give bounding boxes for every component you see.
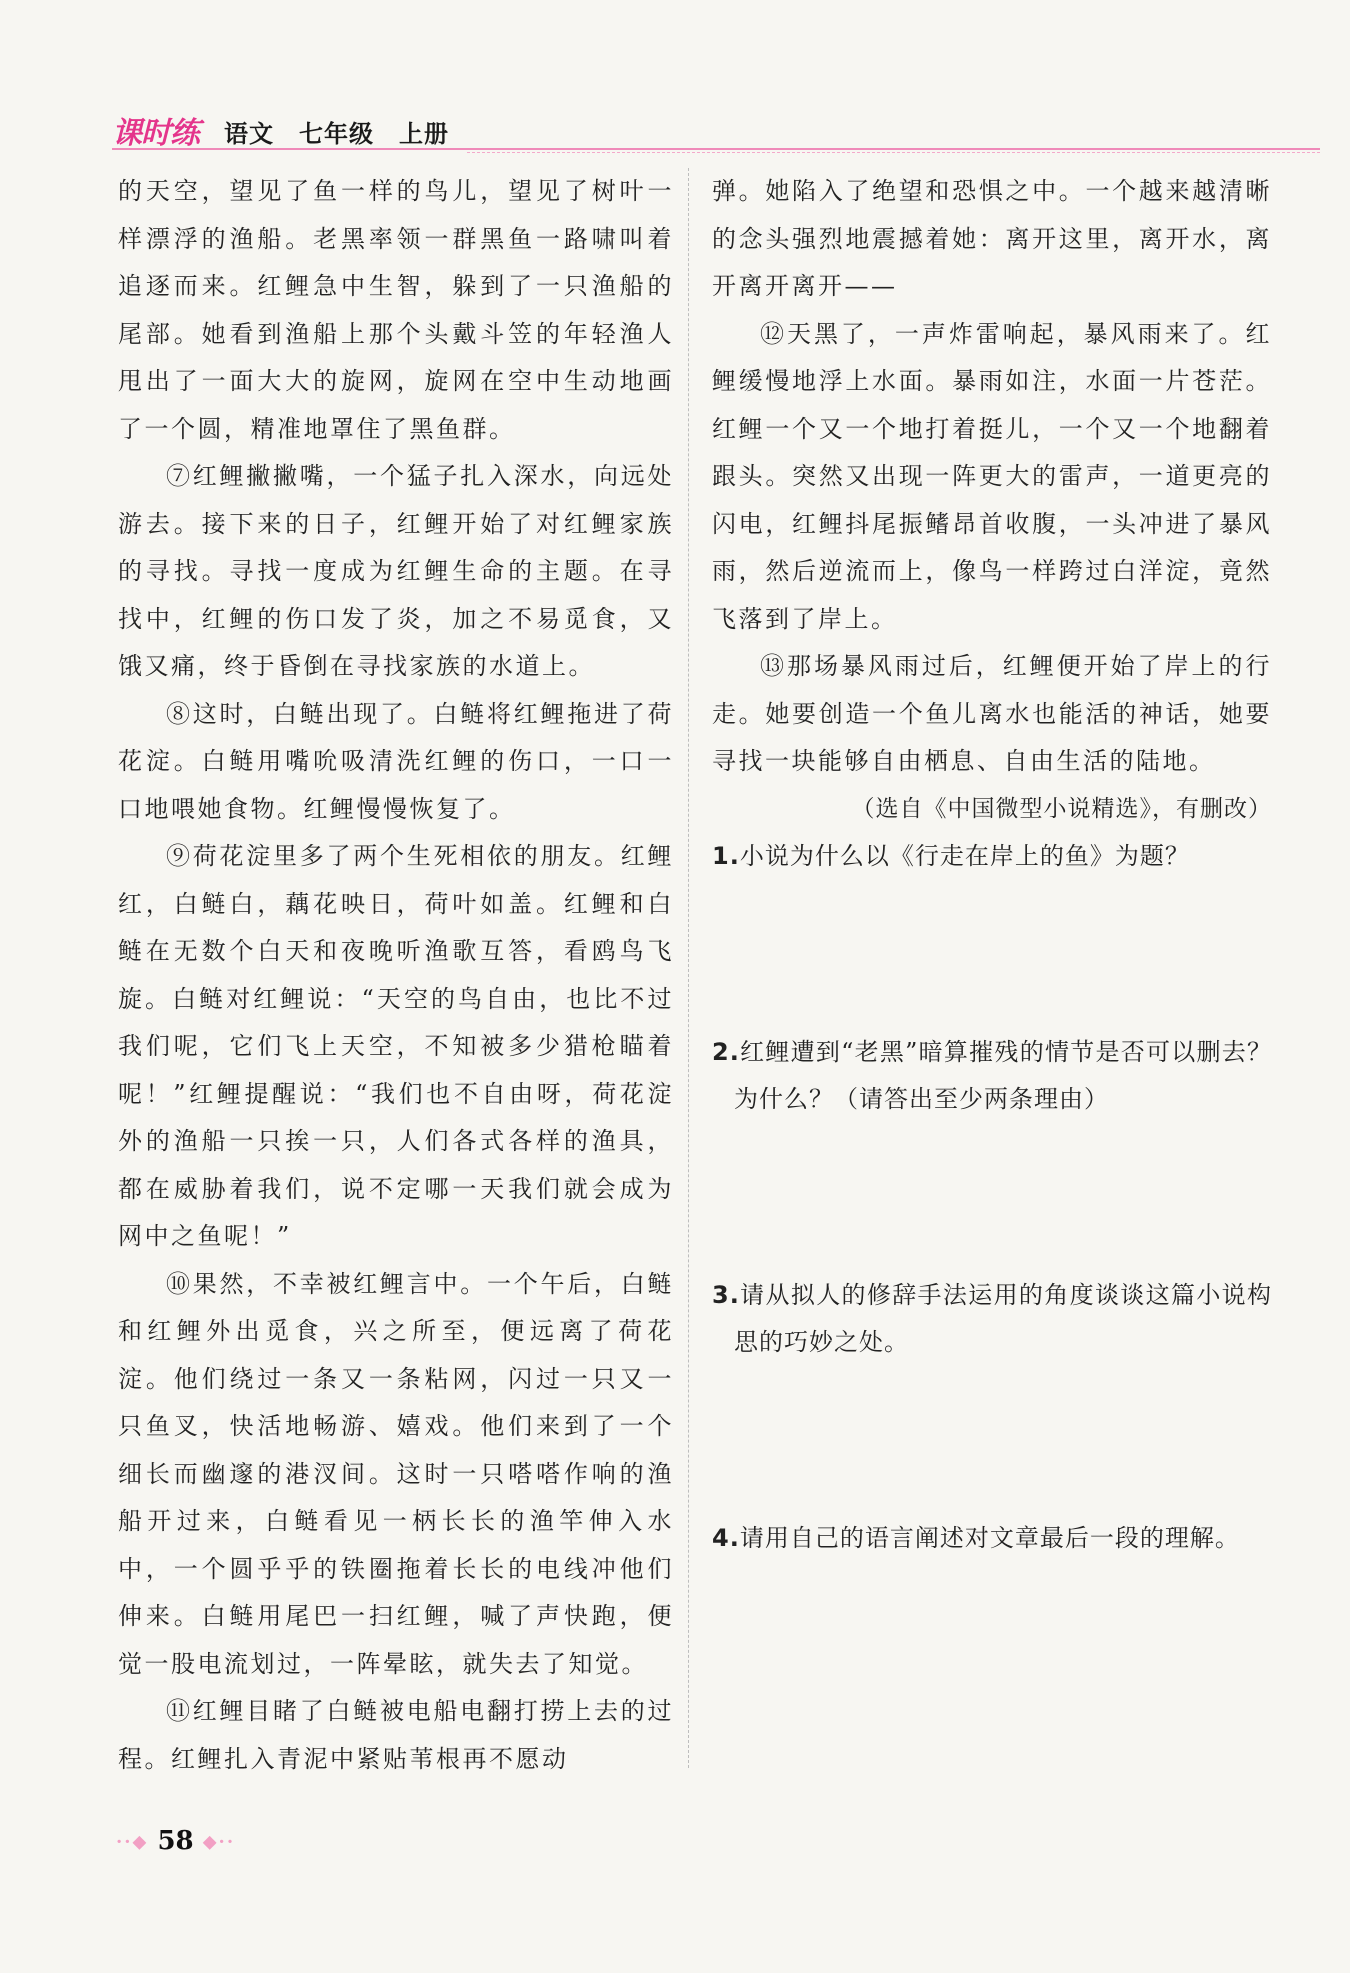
paragraph-11-continued: 弹。她陷入了绝望和恐惧之中。一个越来越清晰的念头强烈地震撼着她：离开这里，离开水，离开离开离开—— bbox=[712, 177, 1272, 300]
paragraph-11: ⑪红鲤目睹了白鲢被电船电翻打捞上去的过程。红鲤扎入青泥中紧贴苇根再不愿动 bbox=[118, 1697, 674, 1773]
decor-dots-right: ◆·· bbox=[202, 1831, 236, 1853]
question-4: 4.请用自己的语言阐述对文章最后一段的理解。 bbox=[712, 1523, 1240, 1552]
question-2: 2.红鲤遭到“老黑”暗算摧残的情节是否可以删去？为什么？（请答出至少两条理由） bbox=[712, 1037, 1272, 1113]
paragraph-9: ⑨荷花淀里多了两个生死相依的朋友。红鲤红，白鲢白，藕花映日，荷叶如盖。红鲤和白鲢在无数个白天和夜晚听渔歌互答，看鸥鸟飞旋。白鲢对红鲤说：“天空的鸟自由，也比不过我们呢，它们飞上天空，不知被多少猎枪瞄着呢！”红鲤提醒说：“我们也不自由呀，荷花淀外的渔船一只挨一只，人们各式各样的渔具，都在威胁着我们，说不定哪一天我们就会成为网中之鱼呢！” bbox=[118, 842, 674, 1250]
source-citation: （选自《中国微型小说精选》，有删改） bbox=[851, 795, 1272, 822]
left-column bbox=[118, 168, 674, 1783]
brand-logo: 课时练 bbox=[112, 116, 199, 151]
question-3: 3.请从拟人的修辞手法运用的角度谈谈这篇小说构思的巧妙之处。 bbox=[712, 1280, 1272, 1356]
page-header bbox=[112, 108, 1320, 150]
paragraph-10: ⑩果然，不幸被红鲤言中。一个午后，白鲢和红鲤外出觅食，兴之所至，便远离了荷花淀。他们绕过一条又一条粘网，闪过一只又一只鱼叉，快活地畅游、嬉戏。他们来到了一个细长而幽邃的港汊间。这时一只嗒嗒作响的渔船开过来，白鲢看见一柄长长的渔竿伸入水中，一个圆乎乎的铁圈拖着长长的电线冲他们伸来。白鲢用尾巴一扫红鲤，喊了声快跑，便觉一股电流划过，一阵晕眩，就失去了知觉。 bbox=[118, 1269, 674, 1678]
paragraph-13: ⑬那场暴风雨过后，红鲤便开始了岸上的行走。她要创造一个鱼儿离水也能活的神话，她要寻找一块能够自由栖息、自由生活的陆地。 bbox=[712, 652, 1272, 775]
page-number: ··◆ 58 ◆·· bbox=[116, 1826, 236, 1856]
paragraph-7: ⑦红鲤撇撇嘴，一个猛子扎入深水，向远处游去。接下来的日子，红鲤开始了对红鲤家族的寻找。寻找一度成为红鲤生命的主题。在寻找中，红鲤的伤口发了炎，加之不易觅食，又饿又痛，终于昏倒在寻找家族的水道上。 bbox=[118, 462, 674, 680]
paragraph-12: ⑫天黑了，一声炸雷响起，暴风雨来了。红鲤缓慢地浮上水面。暴雨如注，水面一片苍茫。红鲤一个又一个地打着挺儿，一个又一个地翻着跟头。突然又出现一阵更大的雷声，一道更亮的闪电，红鲤抖尾振鳍昂首收腹，一头冲进了暴风雨，然后逆流而上，像鸟一样跨过白洋淀，竟然飞落到了岸上。 bbox=[712, 319, 1272, 633]
paragraph-8: ⑧这时，白鲢出现了。白鲢将红鲤拖进了荷花淀。白鲢用嘴吮吸清洗红鲤的伤口，一口一口地喂她食物。红鲤慢慢恢复了。 bbox=[118, 699, 674, 823]
question-1: 1.小说为什么以《行走在岸上的鱼》为题？ bbox=[712, 842, 1190, 870]
header-subject: 语文 七年级 上册 bbox=[224, 120, 449, 148]
header-rule-dashed bbox=[467, 152, 1320, 153]
column-divider bbox=[688, 168, 689, 1768]
header-rule bbox=[112, 148, 1320, 150]
paragraph-continued: 的天空，望见了鱼一样的鸟儿，望见了树叶一样漂浮的渔船。老黑率领一群黑鱼一路啸叫着追逐而来。红鲤急中生智，躲到了一只渔船的尾部。她看到渔船上那个头戴斗笠的年轻渔人甩出了一面大大的旋网，旋网在空中生动地画了一个圆，精准地罩住了黑鱼群。 bbox=[118, 177, 674, 443]
decor-dots-left: ··◆ bbox=[116, 1831, 149, 1853]
right-column bbox=[712, 168, 1272, 1562]
